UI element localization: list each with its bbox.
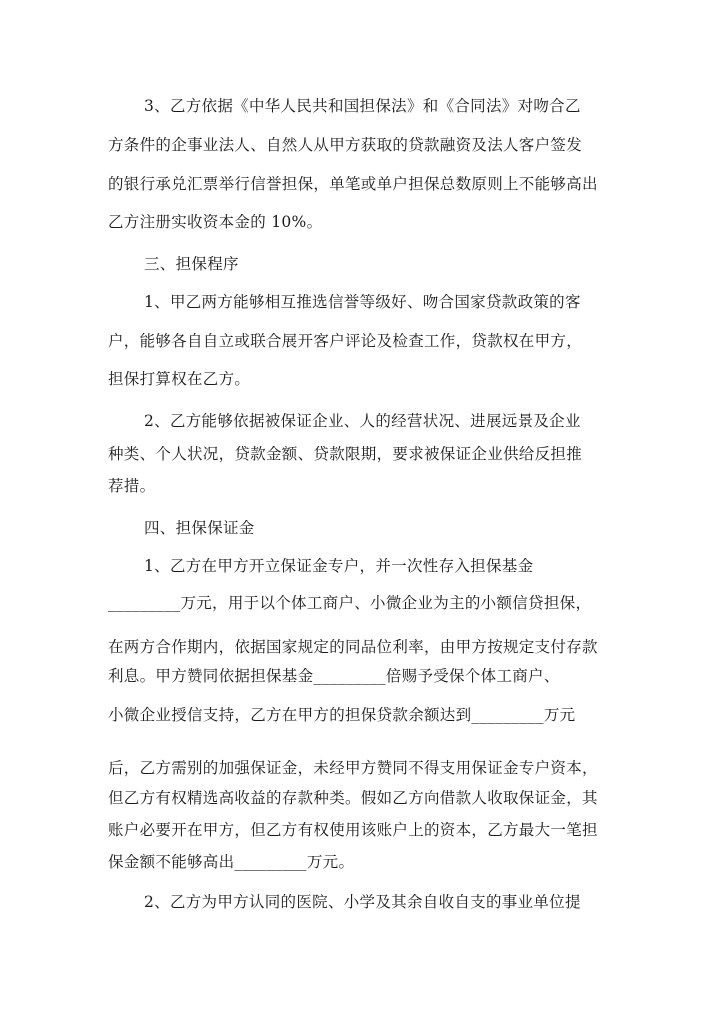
paragraph-line: 但乙方有权精选高收益的存款种类。假如乙方向借款人收取保证金，其 <box>108 789 598 807</box>
paragraph-line: 小微企业授信支持，乙方在甲方的担保贷款余额达到_________万元 <box>108 706 576 724</box>
section-heading: 三、担保程序 <box>144 255 239 273</box>
paragraph-line: 1、甲乙两方能够相互推选信誉等级好、吻合国家贷款政策的客 <box>144 293 581 311</box>
paragraph-line: 后，乙方需别的加强保证金，未经甲方赞同不得支用保证金专户资本， <box>108 759 598 777</box>
paragraph-line: 方条件的企事业法人、自然人从甲方获取的贷款融资及法人客户签发 <box>108 136 583 154</box>
paragraph-line: 在两方合作期内，依据国家规定的同品位利率，由甲方按规定支付存款 <box>108 638 598 656</box>
paragraph-line: 1、乙方在甲方开立保证金专户，并一次性存入担保基金 <box>144 557 534 575</box>
paragraph-line: 3、乙方依据《中华人民共和国担保法》和《合同法》对吻合乙 <box>144 97 581 115</box>
paragraph-line: 乙方注册实收资本金的 10%。 <box>108 213 323 231</box>
paragraph-line: 的银行承兑汇票举行信誉担保，单笔或单户担保总数原则上不能够高出 <box>108 175 598 193</box>
paragraph-line: 户，能够各自自立或联合展开客户评论及检查工作，贷款权在甲方， <box>108 332 583 350</box>
paragraph-line: 保金额不能够高出_________万元。 <box>108 853 355 871</box>
paragraph-line: 2、乙方为甲方认同的医院、小学及其余自收自支的事业单位提 <box>144 893 581 911</box>
section-heading: 四、担保保证金 <box>144 519 255 537</box>
paragraph-line: 2、乙方能够依据被保证企业、人的经营状况、进展远景及企业 <box>144 412 581 430</box>
paragraph-line: 利息。甲方赞同依据担保基金_________倍赐予受保个体工商户、 <box>108 667 560 685</box>
paragraph-line: 担保打算权在乙方。 <box>108 370 251 388</box>
paragraph-line: _________万元，用于以个体工商户、小微企业为主的小额信贷担保， <box>108 594 592 612</box>
paragraph-line: 账户必要开在甲方，但乙方有权使用该账户上的资本，乙方最大一笔担 <box>108 821 598 839</box>
paragraph-line: 种类、个人状况，贷款金额、贷款限期，要求被保证企业供给反担推 <box>108 445 583 463</box>
paragraph-line: 荐措。 <box>108 477 156 495</box>
